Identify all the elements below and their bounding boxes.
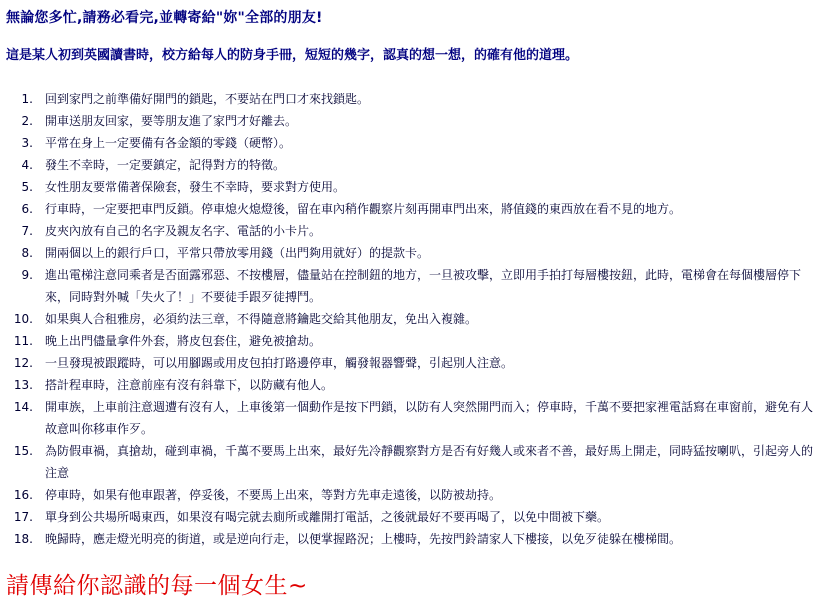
tip-number: 11. [13,334,33,348]
tip-item [0,396,820,440]
tip-item [0,374,820,396]
tip-item [0,220,820,242]
tip-text: 晚歸時，應走燈光明亮的街道，或是逆向行走，以便掌握路況；上樓時，先按門鈴請家人下樓接，以免歹徒躲在樓梯間。 [45,532,682,546]
tip-item [0,88,820,110]
tip-text: 進出電梯注意同乘者是否面露邪惡、不按樓層，儘量站在控制鈕的地方，一旦被攻擊，立即用手拍打每層樓按鈕，此時，電梯會在每個樓層停下來，同時對外喊「失火了！」不要徒手跟歹徒搏鬥。 [45,268,802,304]
tip-item [0,198,820,220]
tip-text: 搭計程車時，注意前座有沒有斜靠下，以防藏有他人。 [45,378,334,392]
tip-text: 行車時，一定要把車門反鎖。停車熄火熄燈後，留在車內稍作觀察片刻再開車門出來，將值錢的東西放在看不見的地方。 [45,202,682,216]
tip-number: 1. [21,92,33,106]
tip-text: 一旦發現被跟蹤時，可以用腳踢或用皮包拍打路邊停車，觸發報器響聲，引起別人注意。 [45,356,514,370]
tip-text: 為防假車禍，真搶劫，碰到車禍，千萬不要馬上出來，最好先冷靜觀察對方是否有好幾人或來者不善，最好馬上開走，同時猛按喇叭，引起旁人的注意 [45,444,814,480]
intro-text: 這是某人初到英國讀書時，校方給每人的防身手冊，短短的幾字，認真的想一想，的確有他的道理。 [6,48,579,63]
tip-text: 開車送朋友回家，要等朋友進了家門才好離去。 [45,114,298,128]
tip-text: 單身到公共場所喝東西，如果沒有喝完就去廁所或離開打電話，之後就最好不要再喝了，以免中間被下藥。 [45,510,610,524]
tip-text: 發生不幸時，一定要鎮定，記得對方的特徵。 [45,158,286,172]
tip-number: 10. [13,312,33,326]
tip-number: 14. [13,400,33,414]
tip-text: 如果與人合租雅房，必須約法三章，不得隨意將鑰匙交給其他朋友，免出入複雜。 [45,312,478,326]
tip-number: 15. [13,444,33,458]
tip-number: 5. [21,180,33,194]
tip-item [0,176,820,198]
tip-text: 皮夾內放有自己的名字及親友名字、電話的小卡片。 [45,224,322,238]
tip-number: 12. [13,356,33,370]
tip-number: 2. [21,114,33,128]
tip-text: 停車時，如果有他車跟著，停妥後，不要馬上出來，等對方先車走遠後，以防被劫持。 [45,488,502,502]
tip-item [0,330,820,352]
tips-list [0,88,820,550]
tip-number: 9. [21,268,33,282]
tip-number: 6. [21,202,33,216]
tip-number: 7. [21,224,33,238]
tip-number: 18. [13,532,33,546]
tip-text: 晚上出門儘量拿件外套，將皮包套住，避免被搶劫。 [45,334,322,348]
tip-number: 3. [21,136,33,150]
tip-number: 13. [13,378,33,392]
tip-text: 開車族，上車前注意週遭有沒有人，上車後第一個動作是按下門鎖，以防有人突然開門而入；停車時，千萬不要把家裡電話寫在車窗前，避免有人故意叫你移車作歹。 [45,400,814,436]
tip-item [0,440,820,484]
tip-number: 4. [21,158,33,172]
tip-number: 8. [21,246,33,260]
tip-item [0,484,820,506]
tip-item [0,132,820,154]
tip-text: 開兩個以上的銀行戶口，平常只帶放零用錢（出門夠用就好）的提款卡。 [45,246,430,260]
tip-item [0,264,820,308]
tip-item [0,528,820,550]
footer-message: 請傳給你認識的每一個女生~ [6,573,308,599]
tip-number: 17. [13,510,33,524]
tip-text: 女性朋友要常備著保險套，發生不幸時，要求對方使用。 [45,180,346,194]
tip-text: 平常在身上一定要備有各金額的零錢（硬幣）。 [45,136,292,150]
tip-item [0,506,820,528]
tip-item [0,154,820,176]
tip-text: 回到家門之前準備好開門的鎖匙，不要站在門口才來找鎖匙。 [45,92,370,106]
tip-item [0,110,820,132]
tip-item [0,308,820,330]
tip-number: 16. [13,488,33,502]
tip-item [0,352,820,374]
headline: 無論您多忙,請務必看完,並轉寄給"妳"全部的朋友! [6,10,323,26]
tip-item [0,242,820,264]
